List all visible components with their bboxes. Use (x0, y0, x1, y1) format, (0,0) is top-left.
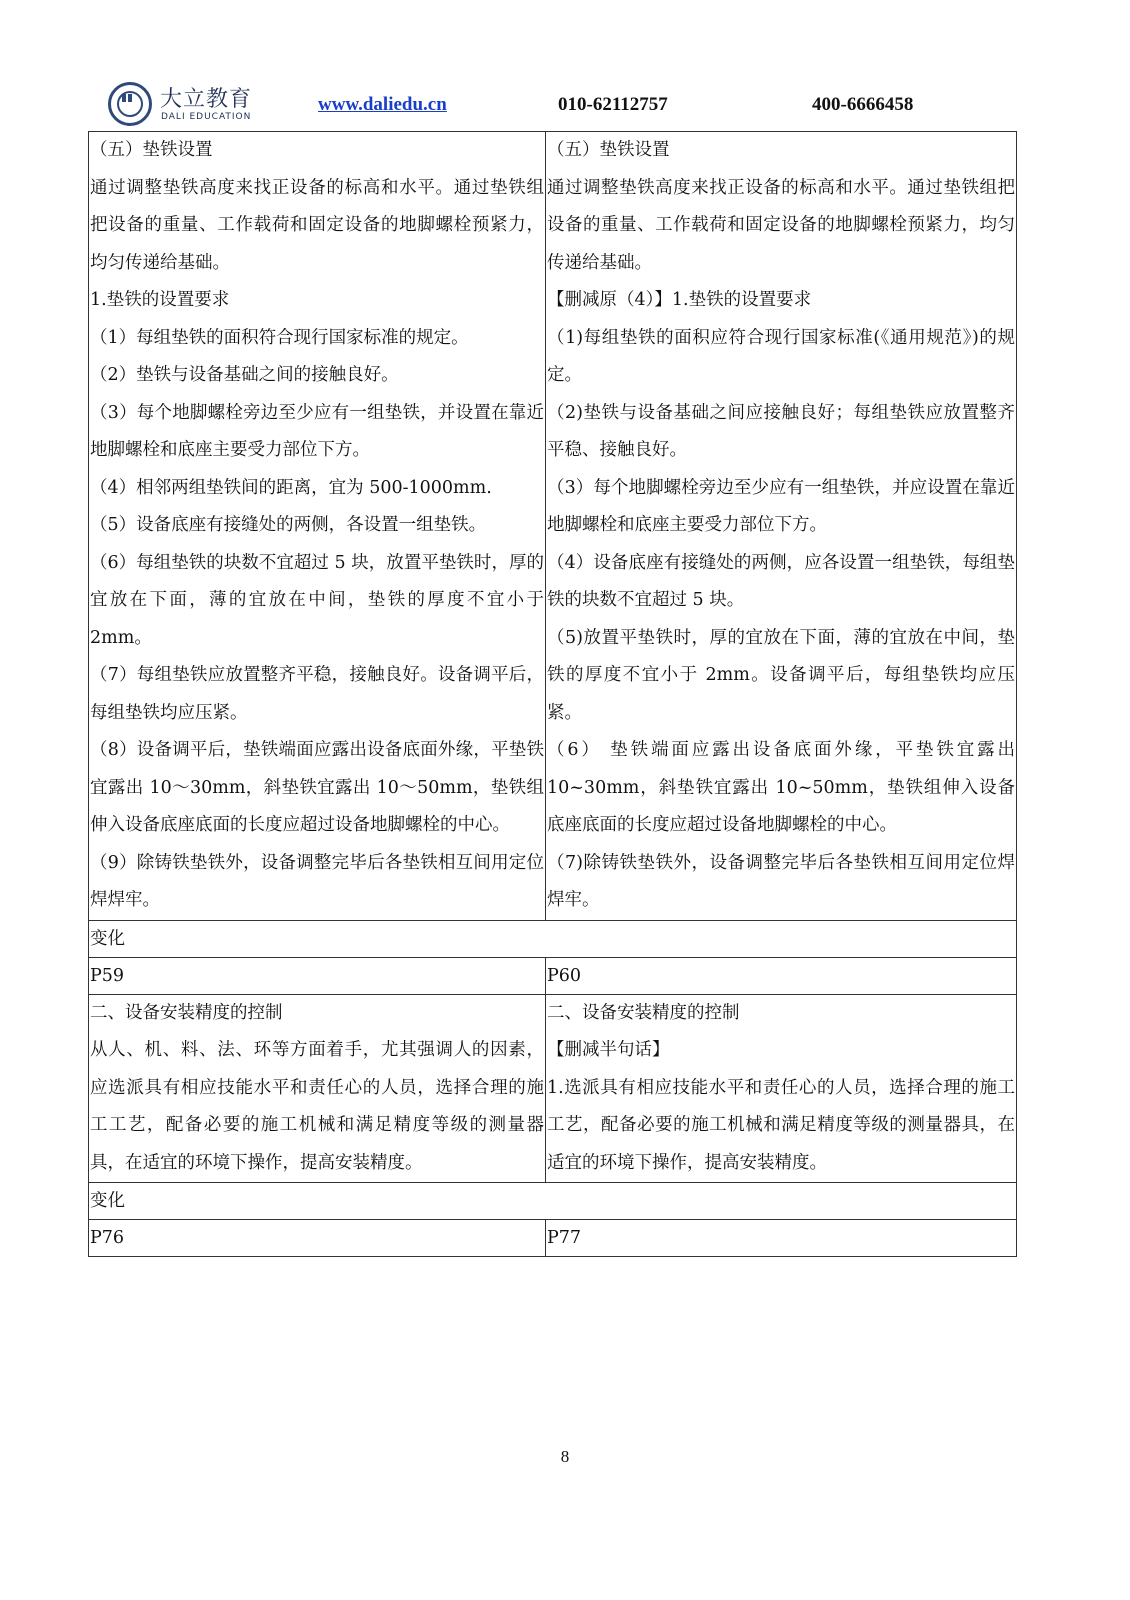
logo-chinese-name: 大立教育 (160, 87, 253, 112)
old-paragraph: 1.垫铁的设置要求 (90, 290, 230, 310)
old-paragraph: 从人、机、料、法、环等方面着手，尤其强调人的因素，应选派具有相应技能水平和责任心的人员，选择合理的施工工艺，配备必要的施工机械和满足精度等级的测量器具，在适宜的环境下操作，提高安装精度。 (90, 1040, 544, 1173)
section2-change-row (89, 1183, 1017, 1220)
old-paragraph: （4）相邻两组垫铁间的距离，宜为 500-1000mm. (90, 477, 492, 498)
old-paragraph: （6）每组垫铁的块数不宜超过 5 块，放置平垫铁时，厚的宜放在下面，薄的宜放在中间，垫铁的厚度不宜小于 2mm。 (90, 552, 544, 648)
new-heading: （五）垫铁设置 (547, 140, 670, 160)
phone-number-2: 400-6666458 (812, 94, 914, 115)
new-paragraph: 1.选派具有相应技能水平和责任心的人员，选择合理的施工工艺，配备必要的施工机械和满足精度等级的测量器具，在适宜的环境下操作，提高安装精度。 (547, 1077, 1015, 1173)
old-heading: （五）垫铁设置 (90, 140, 213, 160)
old-paragraph: 通过调整垫铁高度来找正设备的标高和水平。通过垫铁组把设备的重量、工作载荷和固定设备的地脚螺栓预紧力，均匀传递给基础。 (90, 177, 544, 273)
old-paragraph: （1）每组垫铁的面积符合现行国家标准的规定。 (90, 327, 469, 348)
section1-old-cell (89, 132, 546, 921)
new-paragraph: （3）每个地脚螺栓旁边至少应有一组垫铁，并应设置在靠近地脚螺栓和底座主要受力部位下方。 (547, 477, 1015, 535)
dali-logo (108, 80, 268, 128)
logo-english-name: DALI EDUCATION (161, 112, 252, 122)
website-link[interactable]: www.daliedu.cn (318, 94, 447, 115)
page-ref-old: P59 (89, 957, 546, 994)
old-paragraph: （2）垫铁与设备基础之间的接触良好。 (90, 365, 399, 385)
phone-number-1: 010-62112757 (558, 94, 668, 115)
page-ref-old: P76 (89, 1220, 546, 1257)
old-paragraph: （5）设备底座有接缝处的两侧，各设置一组垫铁。 (90, 515, 487, 535)
new-paragraph: （7)除铸铁垫铁外，设备调整完毕后各垫铁相互间用定位焊焊牢。 (547, 852, 1015, 910)
page-ref-new: P60 (546, 957, 1017, 994)
logo-emblem-icon (108, 82, 152, 126)
new-paragraph: 【删减原（4）】1.垫铁的设置要求 (547, 290, 812, 310)
new-paragraph: （4）设备底座有接缝处的两侧，应各设置一组垫铁，每组垫铁的块数不宜超过 5 块。 (547, 552, 1015, 610)
new-paragraph: 【删减半句话】 (547, 1040, 670, 1060)
change-label: 变化 (89, 1183, 1017, 1220)
old-paragraph: （8）设备调平后，垫铁端面应露出设备底面外缘，平垫铁宜露出 10〜30mm，斜垫铁宜露出 10〜50mm，垫铁组伸入设备底座底面的长度应超过设备地脚螺栓的中心。 (90, 740, 544, 835)
new-paragraph: （2)垫铁与设备基础之间应接触良好；每组垫铁应放置整齐平稳、接触良好。 (547, 402, 1015, 460)
section2-page-row (89, 1220, 1017, 1257)
section2-old-cell (89, 994, 546, 1183)
change-label: 变化 (89, 920, 1017, 957)
new-paragraph: （1)每组垫铁的面积应符合现行国家标准(《通用规范》)的规定。 (547, 327, 1015, 385)
new-paragraph: （6） 垫铁端面应露出设备底面外缘，平垫铁宜露出 10~30mm，斜垫铁宜露出 10~50mm，垫铁组伸入设备底座底面的长度应超过设备地脚螺栓的中心。 (547, 740, 1015, 835)
new-paragraph: 通过调整垫铁高度来找正设备的标高和水平。通过垫铁组把设备的重量、工作载荷和固定设备的地脚螺栓预紧力，均匀传递给基础。 (547, 177, 1015, 273)
old-paragraph: （7）每组垫铁应放置整齐平稳，接触良好。设备调平后，每组垫铁均应压紧。 (90, 665, 544, 723)
comparison-table (88, 131, 1017, 1257)
old-paragraph: （3）每个地脚螺栓旁边至少应有一组垫铁，并设置在靠近地脚螺栓和底座主要受力部位下方。 (90, 402, 544, 460)
page-number: 8 (560, 1447, 570, 1466)
new-heading: 二、设备安装精度的控制 (547, 1002, 740, 1023)
old-heading: 二、设备安装精度的控制 (90, 1002, 283, 1023)
old-paragraph: （9）除铸铁垫铁外，设备调整完毕后各垫铁相互间用定位焊焊牢。 (90, 852, 544, 910)
section2-content-row (89, 994, 1017, 1183)
page-ref-new: P77 (546, 1220, 1017, 1257)
section1-content-row (89, 132, 1017, 921)
new-paragraph: （5)放置平垫铁时，厚的宜放在下面，薄的宜放在中间，垫铁的厚度不宜小于 2mm。设备调平后，每组垫铁均应压紧。 (547, 627, 1015, 723)
page-header (108, 80, 948, 130)
section1-change-row (89, 920, 1017, 957)
section2-new-cell (546, 994, 1017, 1183)
section1-new-cell (546, 132, 1017, 921)
section1-page-row (89, 957, 1017, 994)
